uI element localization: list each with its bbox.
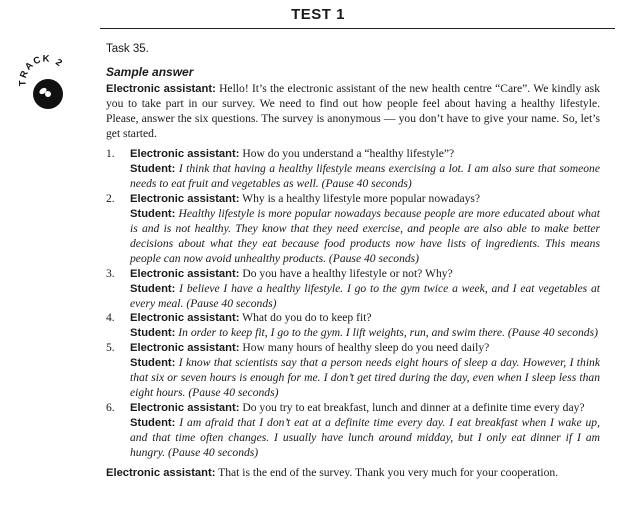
task-number: Task 35. [106, 43, 149, 55]
answer-text: I think that having a healthy lifestyle means exercising a lot. I am also sure that someone needs to eat fruit and vegetables as well. [130, 162, 600, 191]
answer-text: I know that scientists say that a person needs eight hours of sleep a day. However, I think that six or seven hours is enough for me. I don’t get tired during the day, even when I sleep less than eight hours. [130, 356, 600, 399]
answer-line [130, 282, 600, 312]
answer-line [130, 207, 600, 267]
answer-line [130, 326, 600, 341]
qa-item-2 [106, 192, 600, 267]
question-text: Do you have a healthy lifestyle or not? Why? [242, 266, 453, 280]
qa-number: 6. [106, 400, 115, 414]
qa-number: 1. [106, 147, 115, 161]
qa-item-3 [106, 267, 600, 312]
qa-number: 3. [106, 266, 115, 280]
cd-disc-icon [33, 79, 63, 109]
audio-track-badge [14, 50, 84, 120]
answer-speaker: Student: [130, 416, 176, 429]
pause-note: (Pause 40 seconds) [168, 445, 259, 459]
question-speaker: Electronic assistant: [130, 267, 240, 280]
question-line [130, 341, 600, 356]
qa-item-5 [106, 341, 600, 401]
question-line [130, 401, 600, 416]
closing-paragraph [106, 466, 600, 481]
answer-line [130, 356, 600, 401]
question-line [130, 267, 600, 282]
document-body [106, 42, 600, 487]
answer-line [130, 162, 600, 192]
question-line [130, 192, 600, 207]
qa-item-4 [106, 311, 600, 341]
page-title: TEST 1 [291, 6, 345, 23]
question-text: How many hours of healthy sleep do you need daily? [242, 341, 490, 355]
question-text: What do you do to keep fit? [242, 311, 372, 325]
section-title: Sample answer [106, 64, 194, 79]
qa-number: 4. [106, 311, 115, 325]
intro-speaker: Electronic assistant: [106, 82, 216, 95]
qa-item-1 [106, 147, 600, 192]
question-text: Why is a healthy lifestyle more popular nowadays? [242, 192, 481, 206]
track-label-text: TRACK 2 [17, 53, 66, 87]
answer-speaker: Student: [130, 282, 176, 295]
pause-note: (Pause 40 seconds) [186, 296, 277, 310]
answer-speaker: Student: [130, 357, 176, 370]
pause-note: (Pause 40 seconds) [188, 385, 279, 399]
question-line [130, 311, 600, 326]
qa-item-6 [106, 401, 600, 461]
question-list [106, 147, 600, 460]
intro-paragraph [106, 82, 600, 142]
header-rule [100, 28, 615, 29]
question-text: Do you try to eat breakfast, lunch and dinner at a definite time every day? [242, 400, 585, 414]
question-line [130, 147, 600, 162]
pause-note: (Pause 40 seconds) [328, 251, 420, 265]
answer-text: I believe I have a healthy lifestyle. I go to the gym twice a week, and I eat vegetables at every meal. [130, 281, 600, 310]
closing-text: That is the end of the survey. Thank you very much for your cooperation. [218, 466, 559, 480]
answer-speaker: Student: [130, 163, 176, 176]
question-speaker: Electronic assistant: [130, 148, 240, 161]
answer-speaker: Student: [130, 327, 176, 340]
question-speaker: Electronic assistant: [130, 193, 240, 206]
qa-number: 5. [106, 341, 115, 355]
pause-note: (Pause 40 seconds) [321, 177, 412, 191]
question-speaker: Electronic assistant: [130, 312, 240, 325]
question-speaker: Electronic assistant: [130, 342, 240, 355]
answer-text: I am afraid that I don’t eat at a definite time every day. I eat breakfast when I wake up, and that time often changes. I usually have lunch around midday, but I only eat dinner if I am hungry. [130, 415, 600, 459]
answer-text: In order to keep fit, I go to the gym. I lift weights, run, and swim there. [178, 326, 505, 340]
intro-text: Hello! It’s the electronic assistant of the new health centre “Care”. We kindly ask you to take part in our survey. We need to find out how people feel about having a healthy lifestyle. Please, answer the six questions. The survey is anonymous — you don’t have to give your name. So, let’s get started. [106, 81, 600, 140]
answer-line [130, 416, 600, 461]
closing-speaker: Electronic assistant: [106, 467, 216, 480]
question-speaker: Electronic assistant: [130, 401, 240, 414]
pause-note: (Pause 40 seconds) [507, 326, 598, 340]
answer-text: Healthy lifestyle is more popular nowadays because people are more educated about what is and is not healthy. They know that they need exercise, and people are also able to make better decisions about what they eat because food products now have lists of ingredients. This means people can now avoid unhealthy products. [130, 207, 600, 265]
answer-speaker: Student: [130, 208, 176, 221]
qa-number: 2. [106, 192, 115, 206]
question-text: How do you understand a “healthy lifestyle”? [242, 147, 455, 161]
